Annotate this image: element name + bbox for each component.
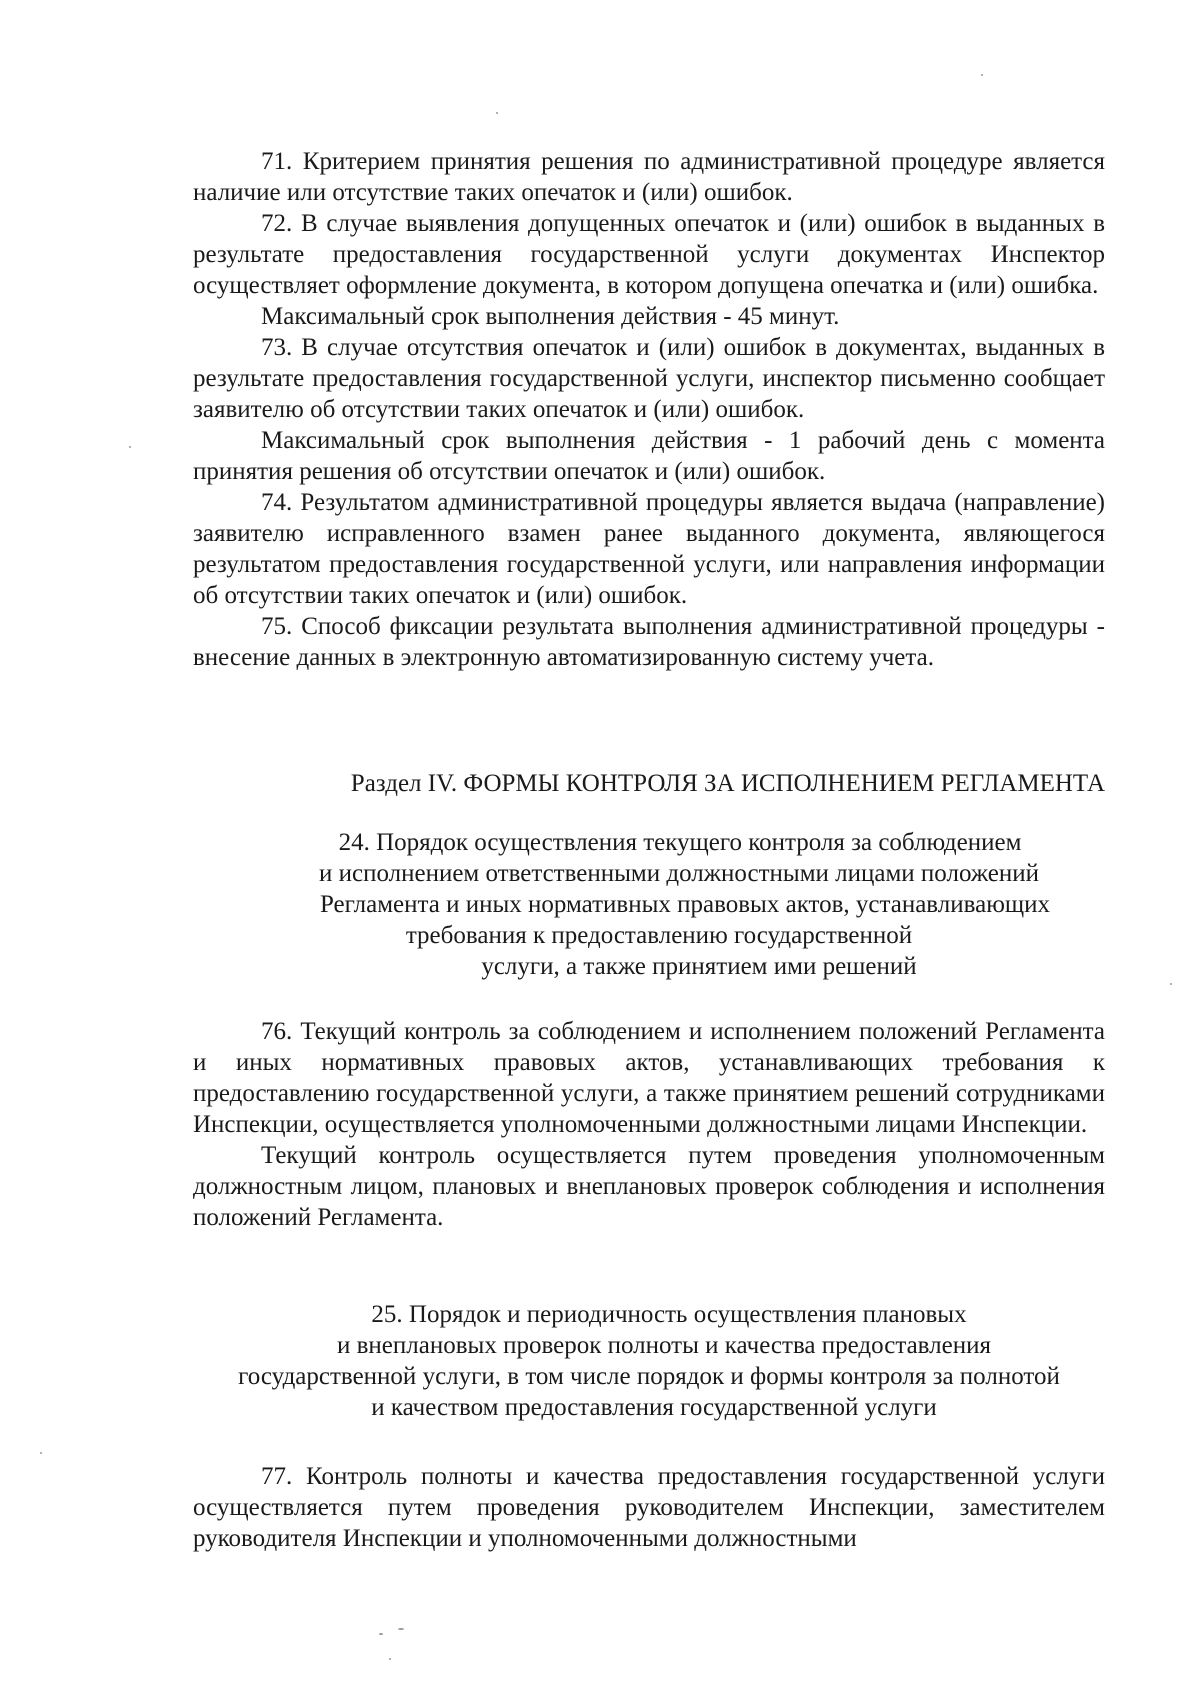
scan-speck — [1170, 983, 1172, 985]
scan-speck — [981, 74, 983, 76]
paragraph-74: 74. Результатом административной процедуры является выдача (направление) заявителю исправленного взамен ранее выданного документа, являющегося результатом предоставления государственной услуги, или направления информации об отсутствии таких опечаток и (или) ошибок. — [193, 489, 1105, 609]
heading-25-line-1: 25. Порядок и периодичность осуществления плановых — [371, 1301, 967, 1328]
scan-speck — [389, 1658, 391, 1660]
paragraph-76: 76. Текущий контроль за соблюдением и исполнением положений Регламента и иных нормативных правовых актов, устанавливающих требования к предоставлению государственной услуги, а также принятием решений сотрудниками Инспекции, осуществляется уполномоченными должностными лицами Инспекции. — [193, 1018, 1105, 1138]
heading-24-line-1: 24. Порядок осуществления текущего контроля за соблюдением — [338, 829, 1022, 856]
paragraph-73: 73. В случае отсутствия опечаток и (или) ошибок в документах, выданных в результате предоставления государственной услуги, инспектор письменно сообщает заявителю об отсутствии таких опечаток и (или) ошибок. — [193, 334, 1105, 423]
paragraph-72-time-limit: Максимальный срок выполнения действия - 45 минут. — [261, 303, 840, 330]
scan-speck — [40, 1452, 42, 1454]
heading-24-line-4: требования к предоставлению государственной — [405, 922, 913, 949]
heading-24-line-3: Регламента и иных нормативных правовых актов, устанавливающих — [319, 891, 1051, 918]
paragraphs-76 — [193, 1016, 1105, 1233]
paragraph-71: 71. Критерием принятия решения по административной процедуре является наличие или отсутствие таких опечаток и (или) ошибок. — [193, 148, 1105, 206]
paragraph-77: 77. Контроль полноты и качества предоставления государственной услуги осуществляется путем проведения руководителем Инспекции, заместителем руководителя Инспекции и уполномоченными должностными — [193, 1463, 1105, 1552]
heading-24-line-5: услуги, а также принятием ими решений — [481, 953, 917, 980]
paragraph-76-current-control: Текущий контроль осуществляется путем проведения уполномоченным должностным лицом, плановых и внеплановых проверок соблюдения и исполнения положений Регламента. — [193, 1142, 1105, 1231]
section-title: Раздел IV. ФОРМЫ КОНТРОЛЯ ЗА ИСПОЛНЕНИЕМ РЕГЛАМЕНТА — [350, 770, 1105, 797]
scan-speck — [398, 1628, 404, 1630]
scan-speck — [129, 446, 131, 448]
paragraphs-71-75 — [193, 146, 1105, 673]
heading-25-line-4: и качеством предоставления государственной услуги — [371, 1394, 937, 1421]
paragraph-73-time-limit: Максимальный срок выполнения действия - 1 рабочий день с момента принятия решения об отсутствии опечаток и (или) ошибок. — [193, 427, 1105, 485]
paragraph-77-block — [193, 1461, 1105, 1554]
heading-24-line-2: и исполнением ответственными должностными лицами положений — [318, 860, 1040, 887]
scan-speck — [496, 112, 498, 114]
heading-25 — [193, 1299, 1105, 1423]
heading-24 — [193, 827, 1105, 982]
paragraph-75: 75. Способ фиксации результата выполнения административной процедуры - внесение данных в электронную автоматизированную систему учета. — [193, 613, 1105, 671]
heading-25-line-2: и внеплановых проверок полноты и качества предоставления — [336, 1332, 991, 1359]
scan-speck — [379, 1633, 383, 1635]
heading-25-line-3: государственной услуги, в том числе порядок и формы контроля за полнотой — [238, 1363, 1060, 1390]
paragraph-72: 72. В случае выявления допущенных опечаток и (или) ошибок в выданных в результате предоставления государственной услуги документах Инспектор осуществляет оформление документа, в котором допущена опечатка и (или) ошибка. — [193, 210, 1105, 299]
